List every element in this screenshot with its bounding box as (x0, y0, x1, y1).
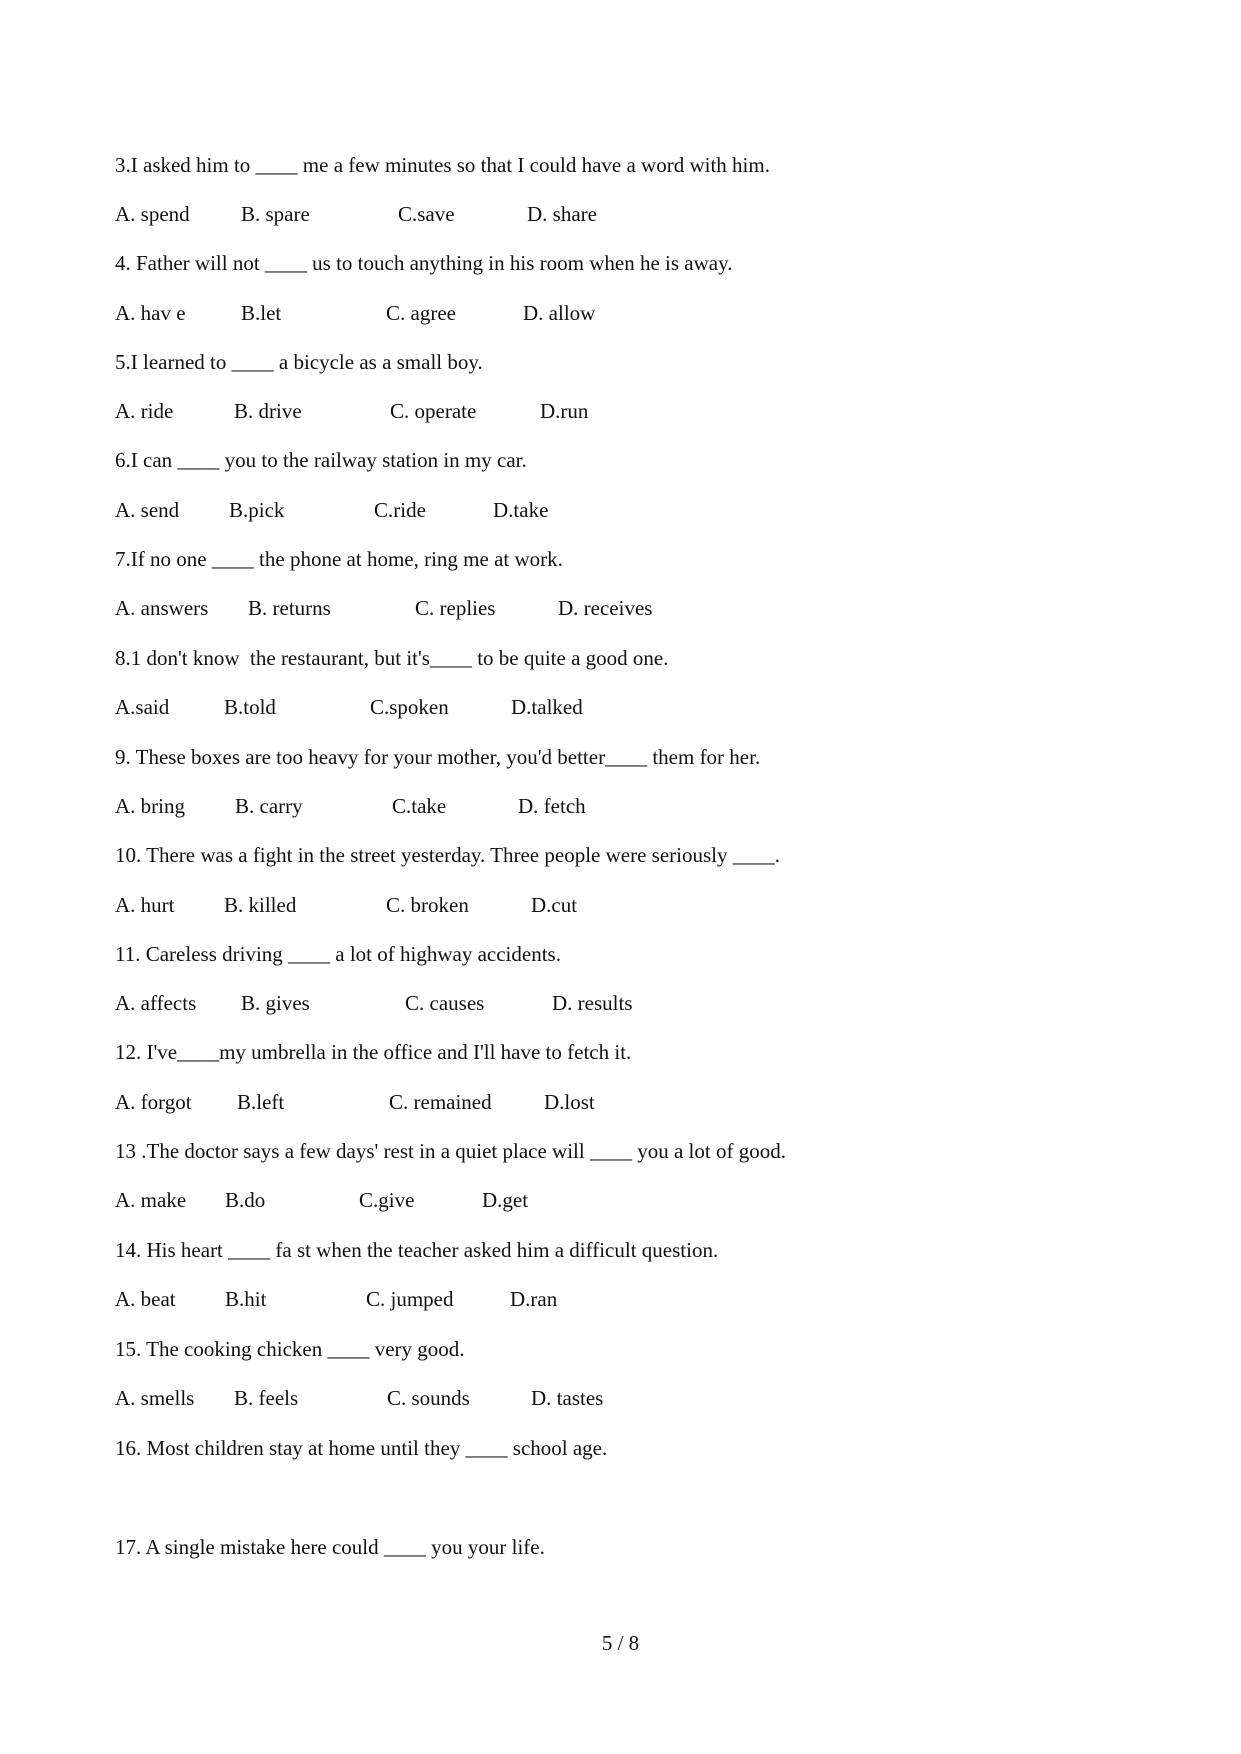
question-stem: 9. These boxes are too heavy for your mother, you'd better____ them for her. (115, 745, 761, 769)
option-c: C. jumped (366, 1287, 454, 1311)
option-b: B.told (224, 695, 276, 719)
option-b: B. carry (235, 794, 303, 818)
option-b: B.pick (229, 498, 285, 522)
option-a: A. hav e (115, 301, 186, 325)
question-stem: 16. Most children stay at home until they ____ school age. (115, 1436, 608, 1460)
question-stem: 14. His heart ____ fa st when the teacher asked him a difficult question. (115, 1238, 719, 1262)
question-stem: 5.I learned to ____ a bicycle as a small boy. (115, 350, 483, 374)
option-d: D.talked (511, 695, 583, 719)
option-c: C. replies (415, 596, 496, 620)
option-a: A. bring (115, 794, 185, 818)
option-c: C.spoken (370, 695, 449, 719)
option-c: C.save (398, 202, 455, 226)
question-stem: 17. A single mistake here could ____ you your life. (115, 1535, 545, 1559)
option-d: D. fetch (518, 794, 586, 818)
option-b: B. gives (241, 991, 310, 1015)
option-c: C.give (359, 1188, 415, 1212)
option-a: A. send (115, 498, 180, 522)
option-d: D. share (527, 202, 597, 226)
question-stem: 4. Father will not ____ us to touch anything in his room when he is away. (115, 251, 733, 275)
option-d: D.take (493, 498, 549, 522)
option-c: C. broken (386, 893, 469, 917)
option-b: B.do (225, 1188, 266, 1212)
option-b: B.let (241, 301, 282, 325)
option-d: D. allow (523, 301, 596, 325)
option-d: D. tastes (531, 1386, 604, 1410)
option-c: C.ride (374, 498, 426, 522)
option-a: A.said (115, 695, 170, 719)
option-d: D.cut (531, 893, 578, 917)
question-stem: 6.I can ____ you to the railway station in my car. (115, 448, 527, 472)
question-stem: 3.I asked him to ____ me a few minutes so that I could have a word with him. (115, 153, 770, 177)
option-d: D.ran (510, 1287, 558, 1311)
option-c: C. sounds (387, 1386, 470, 1410)
option-b: B. returns (248, 596, 331, 620)
question-stem: 7.If no one ____ the phone at home, ring me at work. (115, 547, 563, 571)
option-a: A. ride (115, 399, 174, 423)
option-a: A. make (115, 1188, 187, 1212)
option-c: C. operate (390, 399, 477, 423)
option-c: C.take (392, 794, 447, 818)
question-stem: 15. The cooking chicken ____ very good. (115, 1337, 465, 1361)
page-number: 5 / 8 (601, 1631, 640, 1655)
option-d: D. receives (558, 596, 653, 620)
option-d: D.run (540, 399, 589, 423)
question-stem: 13 .The doctor says a few days' rest in a quiet place will ____ you a lot of good. (115, 1139, 786, 1163)
option-b: B. drive (234, 399, 302, 423)
option-a: A. hurt (115, 893, 175, 917)
question-stem: 10. There was a fight in the street yesterday. Three people were seriously ____. (115, 843, 780, 867)
option-b: B. spare (241, 202, 310, 226)
option-c: C. agree (386, 301, 456, 325)
option-d: D.get (482, 1188, 529, 1212)
option-b: B. feels (234, 1386, 299, 1410)
option-d: D.lost (544, 1090, 595, 1114)
option-a: A. forgot (115, 1090, 192, 1114)
option-c: C. causes (405, 991, 485, 1015)
option-a: A. affects (115, 991, 197, 1015)
question-stem: 12. I've____my umbrella in the office and I'll have to fetch it. (115, 1040, 632, 1064)
option-a: A. answers (115, 596, 209, 620)
option-a: A. beat (115, 1287, 176, 1311)
option-c: C. remained (389, 1090, 492, 1114)
question-stem: 8.1 don't know the restaurant, but it's____ to be quite a good one. (115, 646, 669, 670)
question-stem: 11. Careless driving ____ a lot of highway accidents. (115, 942, 561, 966)
option-b: B. killed (224, 893, 297, 917)
option-b: B.hit (225, 1287, 267, 1311)
option-a: A. smells (115, 1386, 195, 1410)
option-a: A. spend (115, 202, 190, 226)
option-b: B.left (237, 1090, 285, 1114)
option-d: D. results (552, 991, 633, 1015)
